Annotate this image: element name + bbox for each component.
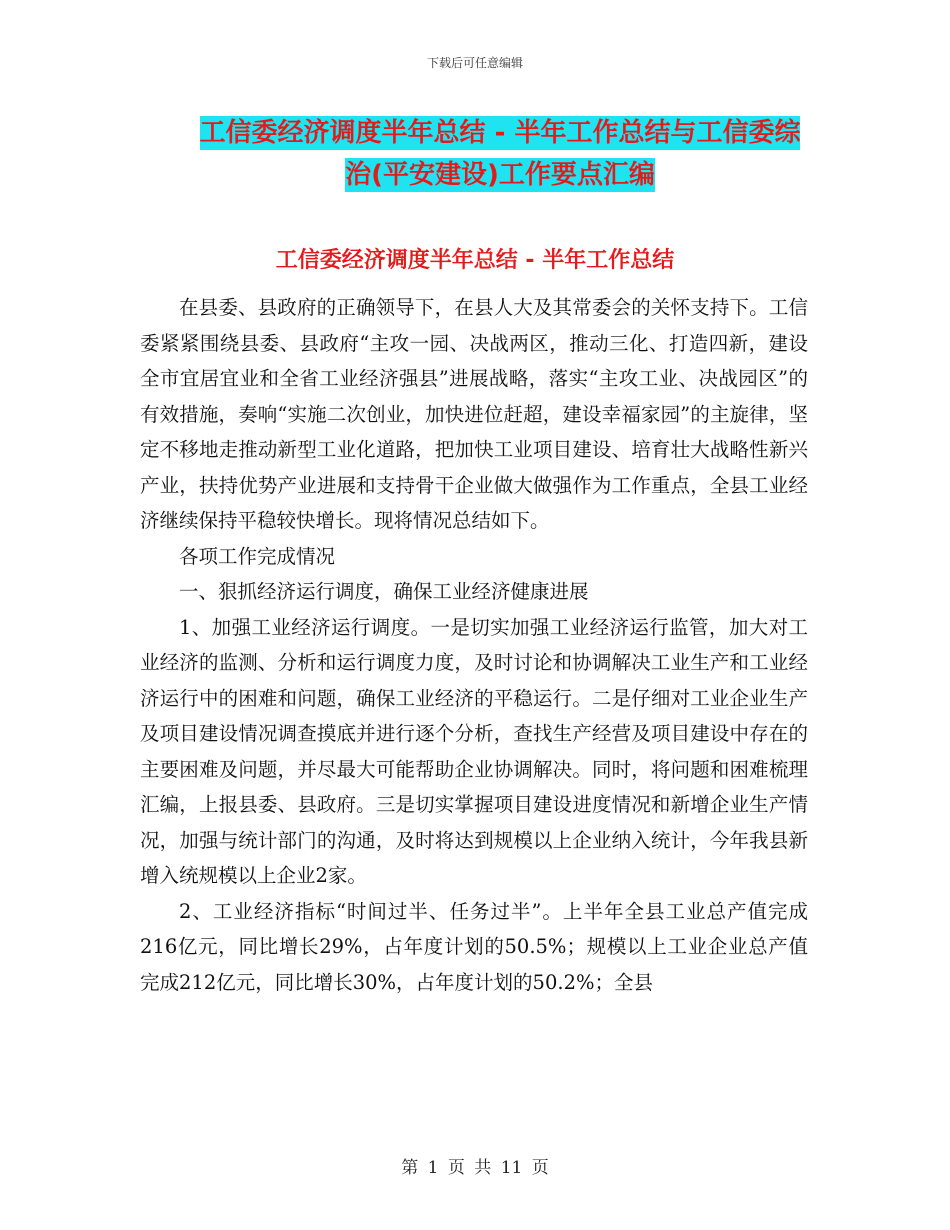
paragraph-item-2: 2、工业经济指标“时间过半、任务过半”。上半年全县工业总产值完成216亿元，同比增长29%，占年度计划的50.5%；规模以上工业企业总产值完成212亿元，同比增长30%，占年度计划的50.2%；全县 xyxy=(140,899,808,994)
section-title: 工信委经济调度半年总结 - 半年工作总结 xyxy=(275,248,675,273)
main-title-line-1: 工信委经济调度半年总结 - 半年工作总结与工信委综 xyxy=(199,118,801,148)
header-note: 下载后可任意编辑 xyxy=(426,56,523,70)
paragraph-item-1: 1、加强工业经济运行调度。一是切实加强工业经济运行监管，加大对工业经济的监测、分析和运行调度力度，及时讨论和协调解决工业生产和工业经济运行中的困难和问题，确保工业经济的平稳运行。二是仔细对工业企业生产及项目建设情况调查摸底并进行逐个分析，查找生产经营及项目建设中存在的主要困难及问题，并尽最大可能帮助企业协调解决。同时，将问题和困难梳理汇编，上报县委、县政府。三是切实掌握项目建设进度情况和新增企业生产情况，加强与统计部门的沟通，及时将达到规模以上企业纳入统计，今年我县新增入统规模以上企业2家。 xyxy=(140,615,808,887)
main-title xyxy=(120,112,880,196)
paragraph-heading-section-1: 一、狠抓经济运行调度，确保工业经济健康进展 xyxy=(179,580,589,603)
page-number-footer: 第 1 页 共 11 页 xyxy=(401,1158,549,1178)
paragraph-heading-overview: 各项工作完成情况 xyxy=(179,544,336,568)
paragraph-intro: 在县委、县政府的正确领导下，在县人大及其常委会的关怀支持下。工信委紧紧围绕县委、县政府“主攻一园、决战两区，推动三化、打造四新，建设全市宜居宜业和全省工业经济强县”进展战略，落实“主攻工业、决战园区”的有效措施，奏响“实施二次创业，加快进位赶超，建设幸福家园”的主旋律，坚定不移地走推动新型工业化道路，把加快工业项目建设、培育壮大战略性新兴产业，扶持优势产业进展和支持骨干企业做大做强作为工作重点，全县工业经济继续保持平稳较快增长。现将情况总结如下。 xyxy=(140,296,808,532)
main-title-line-2: 治(平安建设)工作要点汇编 xyxy=(345,160,655,190)
body-text xyxy=(140,290,808,1000)
